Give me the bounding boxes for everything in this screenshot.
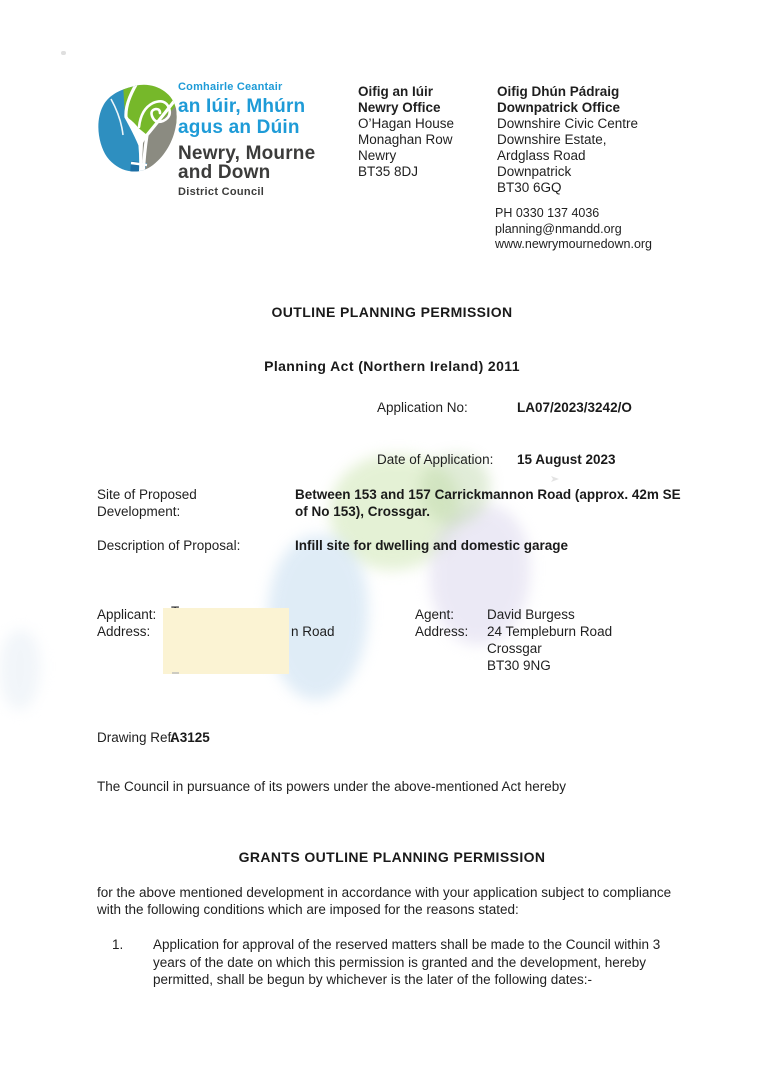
website-url: www.newrymournedown.org xyxy=(495,237,653,251)
scan-speck xyxy=(61,51,66,55)
logo-english-small: District Council xyxy=(178,186,265,198)
address-line: Downshire Civic Centre xyxy=(497,116,639,131)
drawing-ref-value: A3125 xyxy=(170,730,210,745)
council-logo-icon xyxy=(95,83,181,189)
newry-office-title-gaelic: Oifig an Iúir xyxy=(358,84,434,99)
email-address: planning@nmandd.org xyxy=(495,221,622,236)
newry-office-address xyxy=(358,84,493,180)
grants-paragraph-line1: for the above mentioned development in accordance with your application subject to compliance xyxy=(97,885,672,900)
address-line: Downpatrick xyxy=(497,164,572,179)
agent-address-label: Address: xyxy=(415,624,469,639)
watermark-blob-edge xyxy=(0,630,40,710)
drawing-ref-label: Drawing Ref: xyxy=(97,730,176,745)
pursuance-line: The Council in pursuance of its powers under the above-mentioned Act hereby xyxy=(97,779,567,794)
applicant-label: Applicant: xyxy=(97,607,157,622)
condition-line3: permitted, shall be begun by whichever is the later of the following dates:- xyxy=(153,972,592,987)
application-no-label: Application No: xyxy=(377,400,468,415)
applicant-address-label: Address: xyxy=(97,624,151,639)
grants-paragraph xyxy=(97,884,697,918)
site-label xyxy=(97,486,197,520)
logo-gaelic-line1: an Iúir, Mhúrn xyxy=(178,96,306,117)
condition-text xyxy=(153,936,698,989)
council-logo-wordmark xyxy=(178,82,315,198)
address-line: Ardglass Road xyxy=(497,148,586,163)
site-value-line2: of No 153), Crossgar. xyxy=(295,504,431,519)
condition-line1: Application for approval of the reserved matters shall be made to the Council within 3 xyxy=(153,937,661,952)
applicant-address-peek: n Road xyxy=(291,624,335,639)
agent-address-line3: BT30 9NG xyxy=(487,658,551,673)
grants-paragraph-line2: with the following conditions which are imposed for the reasons stated: xyxy=(97,902,519,917)
site-value-line1: Between 153 and 157 Carrickmannon Road (approx. 42m SE xyxy=(295,487,681,502)
agent-label: Agent: xyxy=(415,607,455,622)
condition-line2: years of the date on which this permission is granted and the development, hereby xyxy=(153,954,647,970)
date-of-application-value: 15 August 2023 xyxy=(517,452,616,467)
contact-block xyxy=(495,206,652,253)
redaction-peek-mark xyxy=(172,672,179,674)
description-value: Infill site for dwelling and domestic garage xyxy=(295,538,569,553)
phone-number: PH 0330 137 4036 xyxy=(495,206,600,220)
newry-office-title-english: Newry Office xyxy=(358,100,441,115)
address-line: Downshire Estate, xyxy=(497,132,607,147)
agent-address xyxy=(487,623,612,674)
address-line: BT35 8DJ xyxy=(358,164,419,179)
condition-number: 1. xyxy=(112,937,124,952)
downpatrick-office-title-gaelic: Oifig Dhún Pádraig xyxy=(497,84,620,99)
agent-address-line1: 24 Templeburn Road xyxy=(487,624,613,639)
downpatrick-office-title-english: Downpatrick Office xyxy=(497,100,621,115)
address-line: BT30 6GQ xyxy=(497,180,562,195)
site-label-line2: Development: xyxy=(97,504,181,519)
site-label-line1: Site of Proposed xyxy=(97,487,197,502)
downpatrick-office-address xyxy=(497,84,682,196)
agent-address-line2: Crossgar xyxy=(487,641,542,656)
site-value xyxy=(295,486,725,520)
logo-gaelic-small: Comhairle Ceantair xyxy=(178,81,283,93)
logo-english-line2: and Down xyxy=(178,162,271,183)
applicant-redaction-block xyxy=(163,608,289,674)
logo-gaelic-line2: agus an Dúin xyxy=(178,117,300,138)
address-line: Monaghan Row xyxy=(358,132,453,147)
address-line: O’Hagan House xyxy=(358,116,455,131)
document-title: OUTLINE PLANNING PERMISSION xyxy=(271,304,513,320)
description-label: Description of Proposal: xyxy=(97,538,241,553)
scan-speck xyxy=(551,476,559,482)
agent-name: David Burgess xyxy=(487,607,575,622)
date-of-application-label: Date of Application: xyxy=(377,452,494,467)
act-reference: Planning Act (Northern Ireland) 2011 xyxy=(264,358,520,374)
application-no-value: LA07/2023/3242/O xyxy=(517,400,632,415)
logo-english-line1: Newry, Mourne xyxy=(178,143,316,164)
address-line: Newry xyxy=(358,148,397,163)
grants-heading: GRANTS OUTLINE PLANNING PERMISSION xyxy=(238,849,546,865)
